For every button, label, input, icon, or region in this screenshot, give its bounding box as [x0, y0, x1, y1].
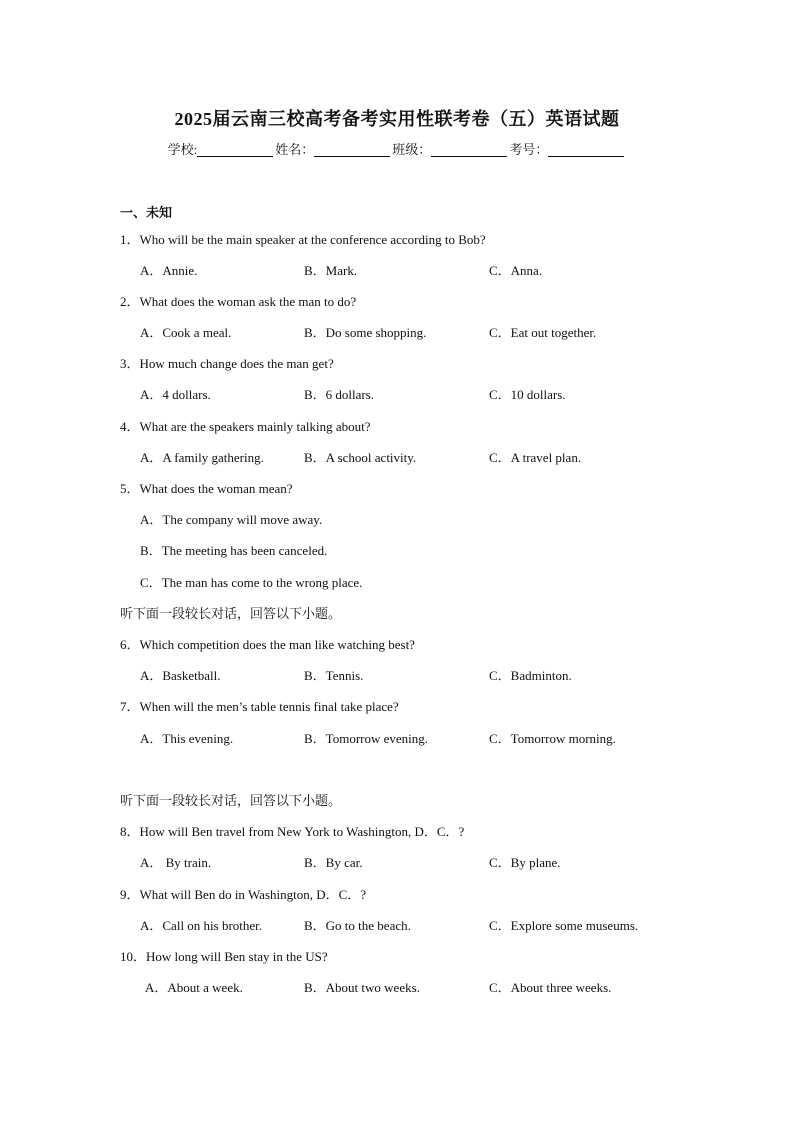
class-label: 班级：: [392, 142, 432, 157]
dialogue-instruction-1: 听下面一段较长对话，回答以下小题。: [120, 606, 342, 621]
q10-option-c: C．About three weeks.: [489, 980, 612, 995]
q2-option-c: C．Eat out together.: [489, 325, 597, 340]
q4-option-a: A．A family gathering.: [140, 450, 264, 465]
question-2: 2．What does the woman ask the man to do?: [120, 294, 357, 309]
section-heading: 一、未知: [120, 205, 173, 220]
school-blank[interactable]: [197, 143, 273, 157]
q1-option-a: A．Annie.: [140, 263, 198, 278]
q10-option-b: B．About two weeks.: [304, 980, 420, 995]
dialogue-instruction-2: 听下面一段较长对话，回答以下小题。: [120, 793, 342, 808]
q2-option-b: B．Do some shopping.: [304, 325, 427, 340]
question-4: 4．What are the speakers mainly talking about?: [120, 419, 371, 434]
q5-option-c: C．The man has come to the wrong place.: [140, 575, 363, 590]
q8-option-a: A． By train.: [140, 855, 212, 870]
q3-option-a: A．4 dollars.: [140, 387, 211, 402]
q6-option-b: B．Tennis.: [304, 668, 364, 683]
class-blank[interactable]: [431, 143, 507, 157]
q1-option-b: B．Mark.: [304, 263, 358, 278]
question-10: 10．How long will Ben stay in the US?: [120, 949, 328, 964]
q5-option-a: A．The company will move away.: [140, 512, 323, 527]
question-7: 7．When will the men’s table tennis final take place?: [120, 699, 399, 714]
exam-no-label: 考号：: [509, 142, 549, 157]
question-1: 1．Who will be the main speaker at the conference according to Bob?: [120, 232, 486, 247]
q1-option-c: C．Anna.: [489, 263, 543, 278]
q6-option-a: A．Basketball.: [140, 668, 221, 683]
question-8: 8．How will Ben travel from New York to Washington, D．C．?: [120, 824, 465, 839]
q6-option-c: C．Badminton.: [489, 668, 572, 683]
question-9: 9．What will Ben do in Washington, D．C．?: [120, 887, 367, 902]
q9-option-b: B．Go to the beach.: [304, 918, 411, 933]
q4-option-b: B．A school activity.: [304, 450, 417, 465]
q2-option-a: A．Cook a meal.: [140, 325, 232, 340]
question-5: 5．What does the woman mean?: [120, 481, 293, 496]
question-6: 6．Which competition does the man like watching best?: [120, 637, 415, 652]
school-label: 学校:: [167, 142, 198, 157]
question-3: 3．How much change does the man get?: [120, 356, 334, 371]
q9-option-c: C．Explore some museums.: [489, 918, 639, 933]
name-blank[interactable]: [314, 143, 390, 157]
student-info-line: [0, 139, 794, 158]
q4-option-c: C．A travel plan.: [489, 450, 582, 465]
q8-option-b: B．By car.: [304, 855, 363, 870]
q3-option-b: B．6 dollars.: [304, 387, 375, 402]
q5-option-b: B．The meeting has been canceled.: [140, 543, 328, 558]
q8-option-c: C．By plane.: [489, 855, 561, 870]
q10-option-a: A．About a week.: [145, 980, 243, 995]
name-label: 姓名：: [275, 142, 315, 157]
exam-no-blank[interactable]: [548, 143, 624, 157]
q9-option-a: A．Call on his brother.: [140, 918, 263, 933]
q7-option-a: A．This evening.: [140, 731, 234, 746]
q7-option-b: B．Tomorrow evening.: [304, 731, 429, 746]
page-title: 2025届云南三校高考备考实用性联考卷（五）英语试题: [174, 109, 620, 129]
q7-option-c: C．Tomorrow morning.: [489, 731, 616, 746]
q3-option-c: C．10 dollars.: [489, 387, 566, 402]
